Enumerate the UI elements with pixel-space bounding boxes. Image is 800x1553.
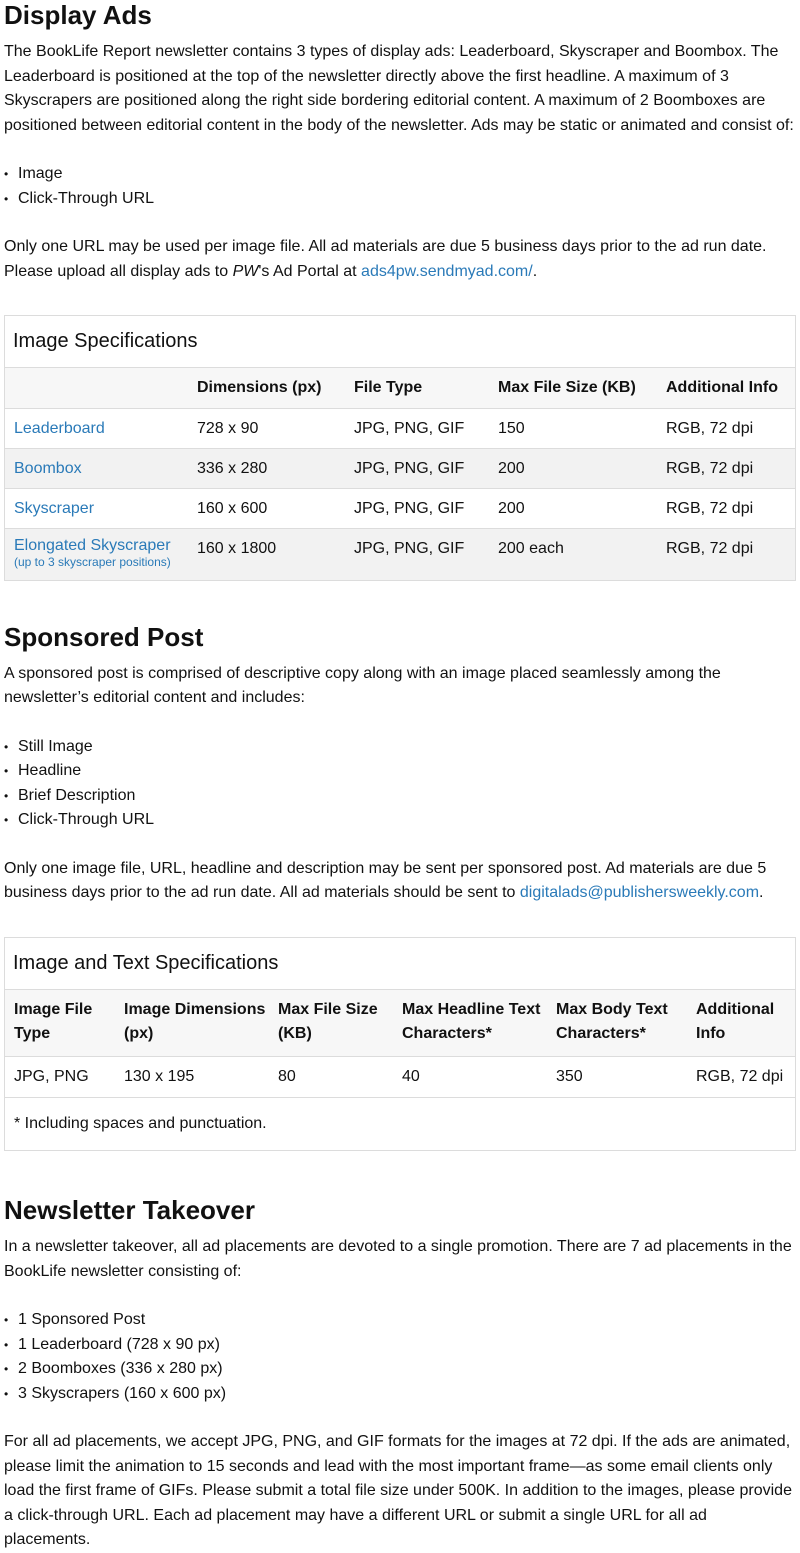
list-item: • 2 Boomboxes (336 x 280 px) [4, 1357, 796, 1382]
outro-text: Only one URL may be used per image file. All ad materials are due 5 business days prior to the ad run date. Please upload all display ads to [4, 238, 767, 280]
table-cell: 150 [489, 409, 657, 449]
table-cell: 200 [489, 449, 657, 489]
column-header [5, 368, 188, 409]
column-header: Image Dimensions (px) [115, 990, 269, 1057]
display-ads-heading: Display Ads [4, 0, 152, 30]
table-cell: 200 [489, 489, 657, 529]
table-cell: 80 [269, 1056, 393, 1097]
text-specs-panel [4, 937, 796, 1152]
table-cell: RGB, 72 dpi [657, 409, 795, 449]
pw-text: PW [232, 262, 259, 280]
table-cell: RGB, 72 dpi [657, 489, 795, 529]
outro-text: 's Ad Portal at [258, 262, 362, 280]
list-item: • Still Image [4, 735, 796, 760]
table-cell: JPG, PNG, GIF [345, 409, 489, 449]
table-cell: RGB, 72 dpi [657, 529, 795, 580]
takeover-heading: Newsletter Takeover [4, 1195, 255, 1225]
list-item: • Click-Through URL [4, 808, 796, 833]
elongated-skyscraper-note: (up to 3 skyscraper positions) [14, 555, 171, 569]
outro-text: Only one image file, URL, headline and description may be sent per sponsored post. Ad materials are due 5 business days prior to the ad run date. All ad materials should be sent to [4, 859, 767, 901]
column-header: Image File Type [5, 990, 115, 1057]
list-item: • 1 Leaderboard (728 x 90 px) [4, 1333, 796, 1358]
table-row [5, 529, 795, 580]
list-item: • Brief Description [4, 784, 796, 809]
table-cell: JPG, PNG, GIF [345, 449, 489, 489]
ad-type-cell [5, 409, 188, 449]
ad-type-cell [5, 529, 188, 580]
image-specs-panel [4, 315, 796, 581]
table-cell: RGB, 72 dpi [687, 1056, 795, 1097]
skyscraper-link[interactable]: Skyscraper [14, 500, 95, 517]
outro-text: . [759, 884, 764, 901]
column-header: Max Headline Text Characters* [393, 990, 547, 1057]
table-row [5, 449, 795, 489]
sponsored-post-intro: A sponsored post is comprised of descriptive copy along with an image placed seamlessly among the newsletter’s editorial content and includes: [4, 664, 721, 706]
takeover-outro: For all ad placements, we accept JPG, PNG, and GIF formats for the images at 72 dpi. If the ads are animated, please limit the animation to 15 seconds and lead with the most important frame—as some email clients only load the first frame of GIFs. Please submit a total file size under 500K. In addition to the images, please provide a click-through URL. Each ad placement may have a different URL or submit a single URL for all ad placements. [4, 1433, 792, 1548]
takeover-intro: In a newsletter takeover, all ad placements are devoted to a single promotion. There are 7 ad placements in the BookLife newsletter consisting of: [4, 1238, 792, 1280]
column-header: Dimensions (px) [188, 368, 345, 409]
table-row [5, 1056, 795, 1097]
ad-type-cell [5, 489, 188, 529]
table-cell: 160 x 600 [188, 489, 345, 529]
image-specs-table [5, 368, 795, 580]
display-ads-bullets [4, 162, 796, 211]
footnote: * Including spaces and punctuation. [5, 1097, 795, 1151]
column-header: Additional Info [687, 990, 795, 1057]
list-item: • Image [4, 162, 796, 187]
column-header: Max File Size (KB) [489, 368, 657, 409]
email-link[interactable]: digitalads@publishersweekly.com [519, 884, 760, 901]
elongated-skyscraper-link[interactable] [14, 537, 188, 569]
table-cell: 200 each [489, 529, 657, 580]
ad-portal-link[interactable]: ads4pw.sendmyad.com/ [361, 262, 533, 280]
table-cell: 728 x 90 [188, 409, 345, 449]
table-cell: JPG, PNG [5, 1056, 115, 1097]
table-cell: 160 x 1800 [188, 529, 345, 580]
column-header: Max Body Text Characters* [547, 990, 687, 1057]
table-row [5, 409, 795, 449]
column-header: Max File Size (KB) [269, 990, 393, 1057]
sponsored-post-outro [4, 857, 796, 906]
takeover-bullets [4, 1308, 796, 1406]
boombox-link[interactable]: Boombox [14, 460, 82, 477]
sponsored-post-bullets [4, 735, 796, 833]
column-header: File Type [345, 368, 489, 409]
text-specs-table [5, 990, 795, 1097]
list-item: • 1 Sponsored Post [4, 1308, 796, 1333]
list-item: • Headline [4, 759, 796, 784]
text-specs-title: Image and Text Specifications [5, 938, 795, 990]
list-item: • 3 Skyscrapers (160 x 600 px) [4, 1382, 796, 1407]
table-cell: 350 [547, 1056, 687, 1097]
table-cell: 40 [393, 1056, 547, 1097]
ad-type-cell [5, 449, 188, 489]
elongated-skyscraper-label: Elongated Skyscraper [14, 537, 171, 554]
table-cell: RGB, 72 dpi [657, 449, 795, 489]
outro-text: . [532, 262, 538, 280]
image-specs-title: Image Specifications [5, 316, 795, 368]
table-cell: 336 x 280 [188, 449, 345, 489]
leaderboard-link[interactable]: Leaderboard [14, 420, 105, 437]
table-cell: 130 x 195 [115, 1056, 269, 1097]
table-row [5, 489, 795, 529]
list-item: • Click-Through URL [4, 187, 796, 212]
sponsored-post-heading: Sponsored Post [4, 621, 204, 652]
table-cell: JPG, PNG, GIF [345, 529, 489, 580]
display-ads-outro [4, 235, 796, 284]
display-ads-intro: The BookLife Report newsletter contains 3 types of display ads: Leaderboard, Skyscraper and Boombox. The Leaderboard is positioned at the top of the newsletter directly above the first headline. A maximum of 3 Skyscrapers are positioned along the right side bordering editorial content. A maximum of 2 Boomboxes are positioned between editorial content in the body of the newsletter. Ads may be static or animated and consist of: [4, 43, 794, 134]
column-header: Additional Info [657, 368, 795, 409]
table-cell: JPG, PNG, GIF [345, 489, 489, 529]
